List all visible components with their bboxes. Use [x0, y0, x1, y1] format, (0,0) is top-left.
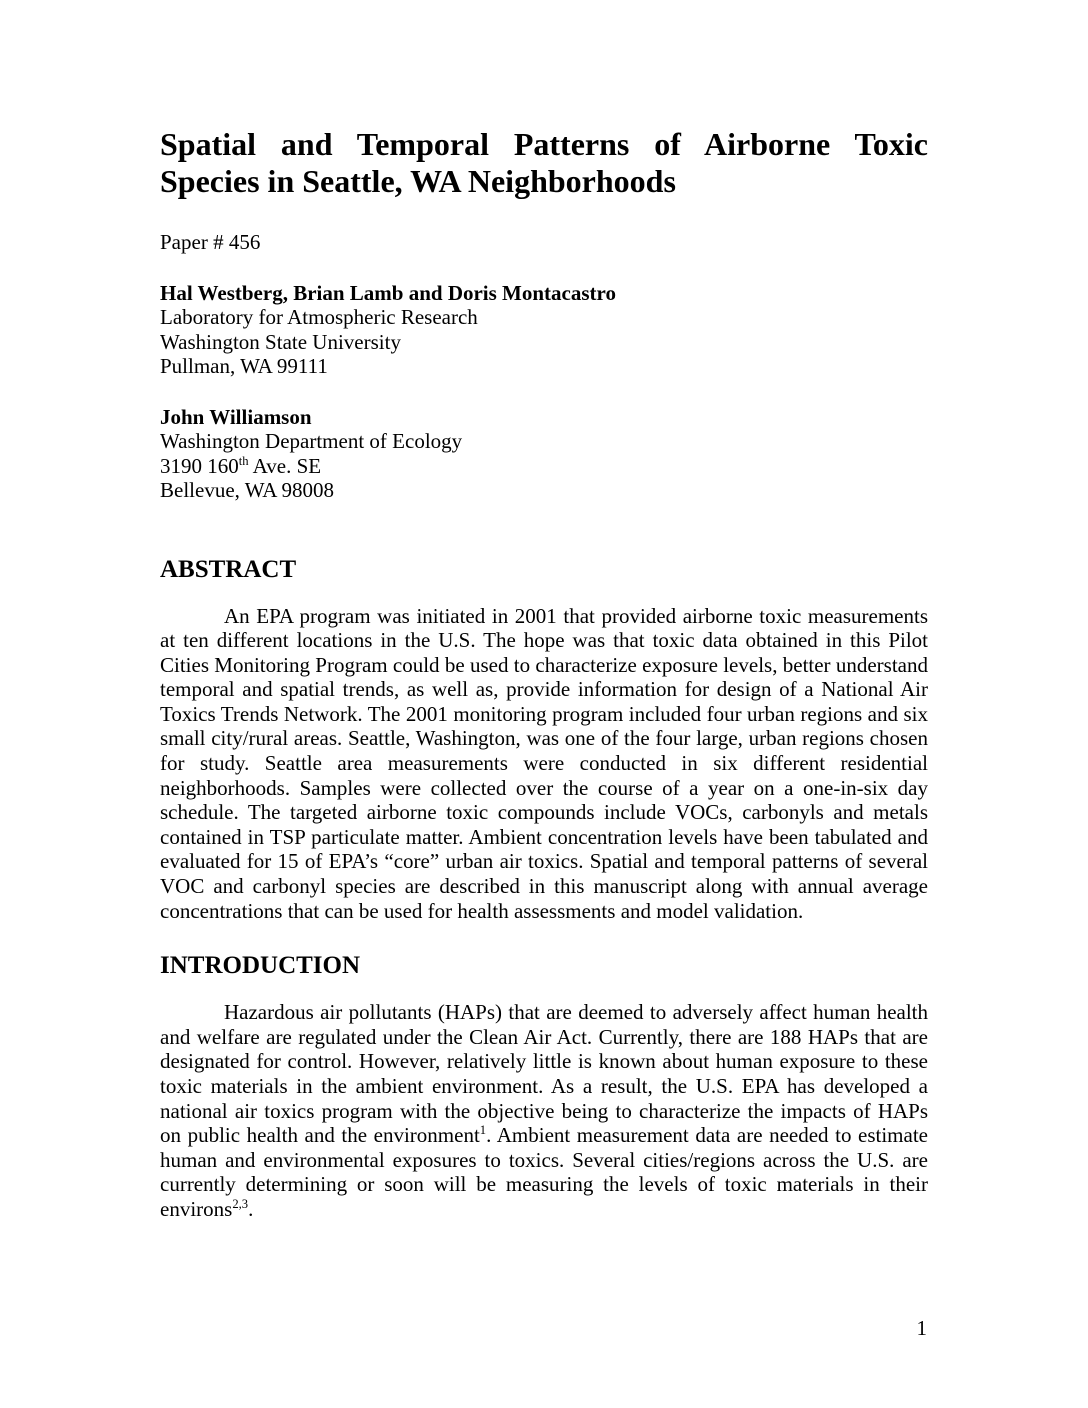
author-block-1 — [160, 281, 928, 379]
author-affiliation-line: Pullman, WA 99111 — [160, 354, 328, 378]
author-block-2 — [160, 405, 928, 503]
paper-number: Paper # 456 — [160, 230, 261, 254]
author-affiliation-line: Laboratory for Atmospheric Research — [160, 305, 478, 329]
page-number: 1 — [916, 1316, 927, 1340]
abstract-heading: ABSTRACT — [160, 555, 297, 583]
author-affiliation-line: Bellevue, WA 98008 — [160, 478, 335, 502]
paper-title — [160, 126, 928, 200]
author-names-1: Hal Westberg, Brian Lamb and Doris Montacastro — [160, 280, 616, 305]
author-names-2: John Williamson — [160, 404, 312, 429]
author-affiliation-line: 3190 160th Ave. SE — [160, 453, 322, 478]
paper-title-line-1: Spatial and Temporal Patterns of Airborne Toxic — [160, 126, 928, 162]
author-affiliation-line: Washington State University — [160, 329, 401, 354]
introduction-paragraph: Hazardous air pollutants (HAPs) that are deemed to adversely affect human health and welfare are regulated under the Clean Air Act. Currently, there are 188 HAPs that are designated for control. However, relatively little is known about human exposure to these toxic materials in the ambient environment. As a result, the U.S. EPA has developed a national air toxics program with the objective being to characterize the impacts of HAPs on public health and the environment$^1$. Ambient measurement data are needed to estimate human and environmental exposures to toxics. Several cities/regions across the U.S. are currently determining or soon will be measuring the levels of toxic materials in their environs$^{2,3}$. — [160, 1000, 928, 1221]
abstract-paragraph: An EPA program was initiated in 2001 that provided airborne toxic measurements at ten different locations in the U.S. The hope was that toxic data obtained in this Pilot Cities Monitoring Program could be used to characterize exposure levels, better understand temporal and spatial trends, as well as, provide information for design of a National Air Toxics Trends Network. The 2001 monitoring program included four urban regions and six small city/rural areas. Seattle, Washington, was one of the four large, urban regions chosen for study. Seattle area measurements were conducted in six different residential neighborhoods. Samples were collected over the course of a year on a one-in-six day schedule. The targeted airborne toxic compounds include VOCs, carbonyls and metals contained in TSP particulate matter. Ambient concentration levels have been tabulated and evaluated for 15 of EPA’s “core” urban air toxics. Spatial and temporal patterns of several VOC and carbonyl species are described in this manuscript along with annual average concentrations that can be used for health assessments and model validation. — [160, 603, 928, 923]
introduction-heading: INTRODUCTION — [160, 952, 361, 980]
paper-title-line-2: Species in Seattle, WA Neighborhoods — [160, 163, 676, 199]
author-affiliation-line: Washington Department of Ecology — [160, 429, 463, 453]
